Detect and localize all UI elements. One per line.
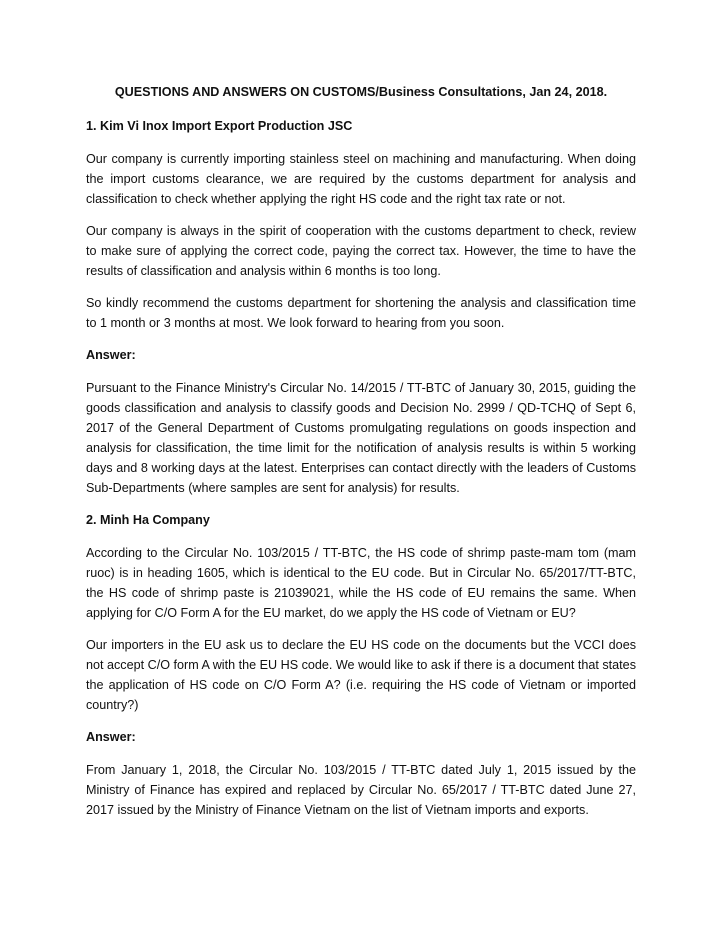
document-page	[86, 82, 636, 832]
question-paragraph: According to the Circular No. 103/2015 / TT-BTC, the HS code of shrimp paste-mam tom (mam ruoc) is in heading 1605, which is identical to the EU code. But in Circular No. 65/2017/TT-BTC, the HS code of shrimp paste is 21039021, while the HS code of EU remains the same. When applying for C/O Form A for the EU market, do we apply the HS code of Vietnam or EU?	[86, 546, 636, 620]
section-heading: 2. Minh Ha Company	[86, 513, 210, 527]
qa-section-1	[86, 116, 636, 498]
document-title: QUESTIONS AND ANSWERS ON CUSTOMS/Business Consultations, Jan 24, 2018.	[114, 85, 608, 99]
question-paragraph: Our company is always in the spirit of cooperation with the customs department to check, review to make sure of applying the correct code, paying the correct tax. However, the time to have the results of classification and analysis within 6 months is too long.	[86, 224, 636, 278]
answer-paragraph: From January 1, 2018, the Circular No. 103/2015 / TT-BTC dated July 1, 2015 issued by the Ministry of Finance has expired and replaced by Circular No. 65/2017 / TT-BTC dated June 27, 2017 issued by the Ministry of Finance Vietnam on the list of Vietnam imports and exports.	[86, 763, 636, 817]
answer-label: Answer:	[86, 730, 136, 744]
section-heading: 1. Kim Vi Inox Import Export Production JSC	[86, 119, 353, 133]
question-paragraph: So kindly recommend the customs department for shortening the analysis and classification time to 1 month or 3 months at most. We look forward to hearing from you soon.	[86, 296, 636, 330]
answer-label: Answer:	[86, 348, 136, 362]
question-paragraph: Our importers in the EU ask us to declare the EU HS code on the documents but the VCCI does not accept C/O form A with the EU HS code. We would like to ask if there is a document that states the application of HS code on C/O Form A? (i.e. requiring the HS code of Vietnam or imported country?)	[86, 638, 636, 712]
question-paragraph: Our company is currently importing stainless steel on machining and manufacturing. When doing the import customs clearance, we are required by the customs department for analysis and classification to check whether applying the right HS code and the right tax rate or not.	[86, 152, 636, 206]
answer-paragraph: Pursuant to the Finance Ministry's Circular No. 14/2015 / TT-BTC of January 30, 2015, guiding the goods classification and analysis to classify goods and Decision No. 2999 / QD-TCHQ of Sept 6, 2017 of the General Department of Customs promulgating regulations on goods inspection and analysis for classification, the time limit for the notification of analysis results is within 5 working days and 8 working days at the latest. Enterprises can contact directly with the leaders of Customs Sub-Departments (where samples are sent for analysis) for results.	[86, 381, 636, 495]
qa-section-2	[86, 510, 636, 820]
